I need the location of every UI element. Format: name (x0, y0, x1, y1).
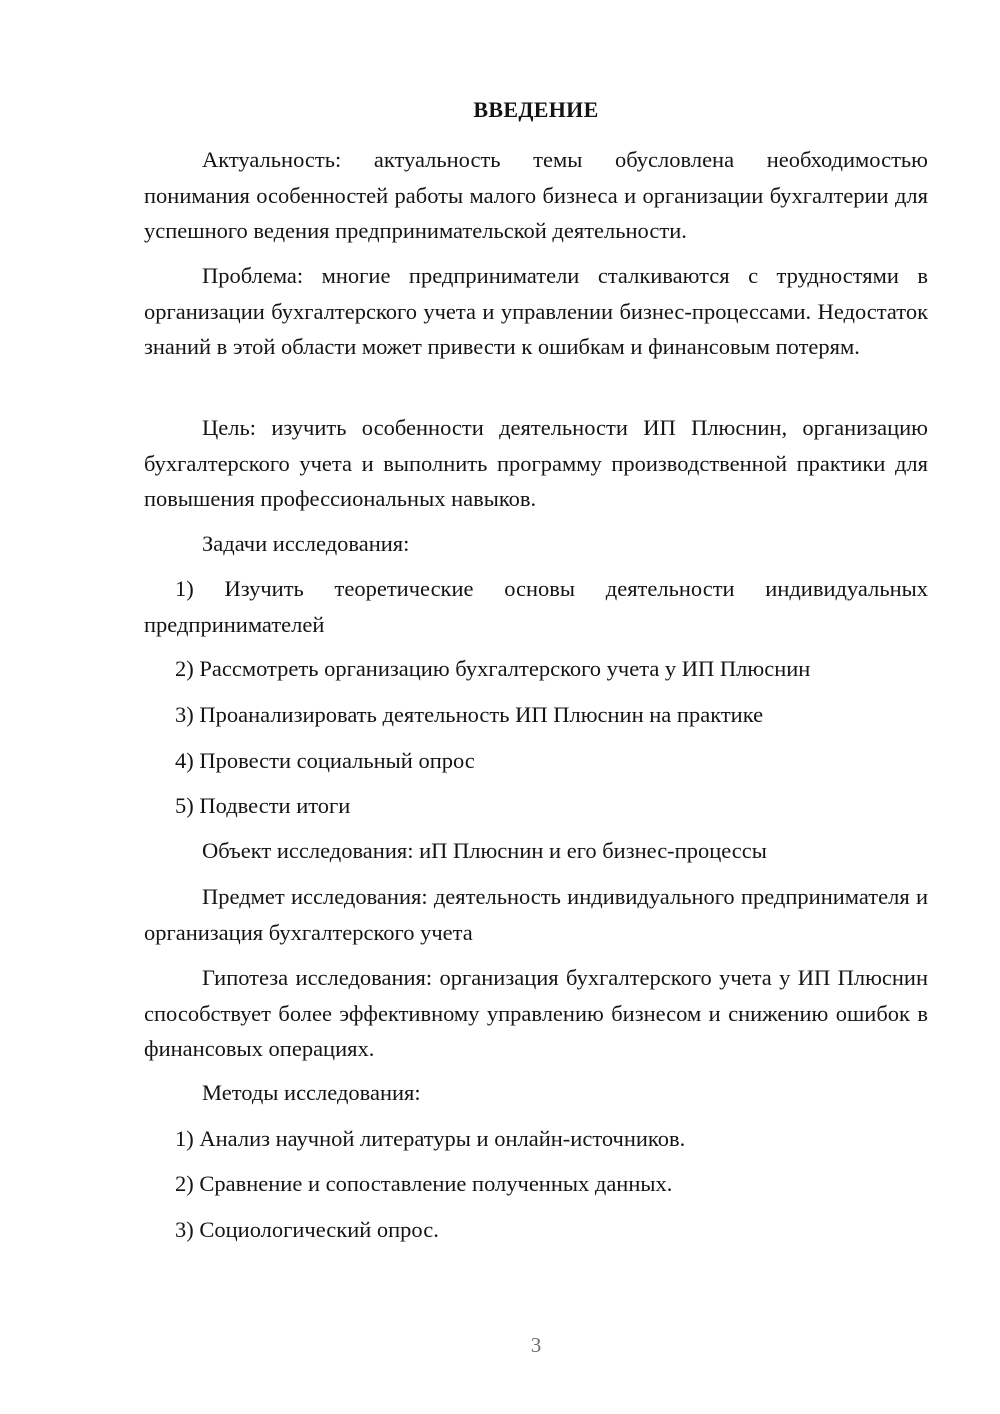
task-item-5: 5) Подвести итоги (175, 793, 351, 818)
method-item-3: 3) Социологический опрос. (175, 1217, 439, 1242)
goal-paragraph: Цель: изучить особенности деятельности ИП Плюснин, организацию бухгалтерского учета и выполнить программу производственной практики для повышения профессиональных навыков. (144, 415, 928, 511)
relevance-paragraph: Актуальность: актуальность темы обусловлена необходимостью понимания особенностей работы малого бизнеса и организации бухгалтерии для успешного ведения предпринимательской деятельности. (144, 147, 928, 243)
task-item-2: 2) Рассмотреть организацию бухгалтерского учета у ИП Плюснин (175, 656, 811, 681)
object-paragraph: Объект исследования: иП Плюснин и его бизнес-процессы (202, 838, 767, 863)
problem-paragraph: Проблема: многие предприниматели сталкиваются с трудностями в организации бухгалтерского учета и управлении бизнес-процессами. Недостаток знаний в этой области может привести к ошибкам и финансовым потерям. (144, 263, 928, 359)
tasks-heading: Задачи исследования: (202, 531, 410, 556)
task-item-3: 3) Проанализировать деятельность ИП Плюснин на практике (175, 702, 764, 727)
method-item-2: 2) Сравнение и сопоставление полученных данных. (175, 1171, 673, 1196)
hypothesis-paragraph: Гипотеза исследования: организация бухгалтерского учета у ИП Плюснин способствует более эффективному управлению бизнесом и снижению ошибок в финансовых операциях. (144, 965, 928, 1061)
section-title: ВВЕДЕНИЕ (473, 97, 599, 122)
page-number: 3 (530, 1333, 542, 1357)
subject-paragraph: Предмет исследования: деятельность индивидуального предпринимателя и организация бухгалтерского учета (144, 884, 928, 945)
method-item-1: 1) Анализ научной литературы и онлайн-источников. (175, 1126, 686, 1151)
task-item-1: 1) Изучить теоретические основы деятельности индивидуальных предпринимателей (144, 576, 928, 637)
task-item-4: 4) Провести социальный опрос (175, 748, 475, 773)
methods-heading: Методы исследования: (202, 1080, 421, 1105)
